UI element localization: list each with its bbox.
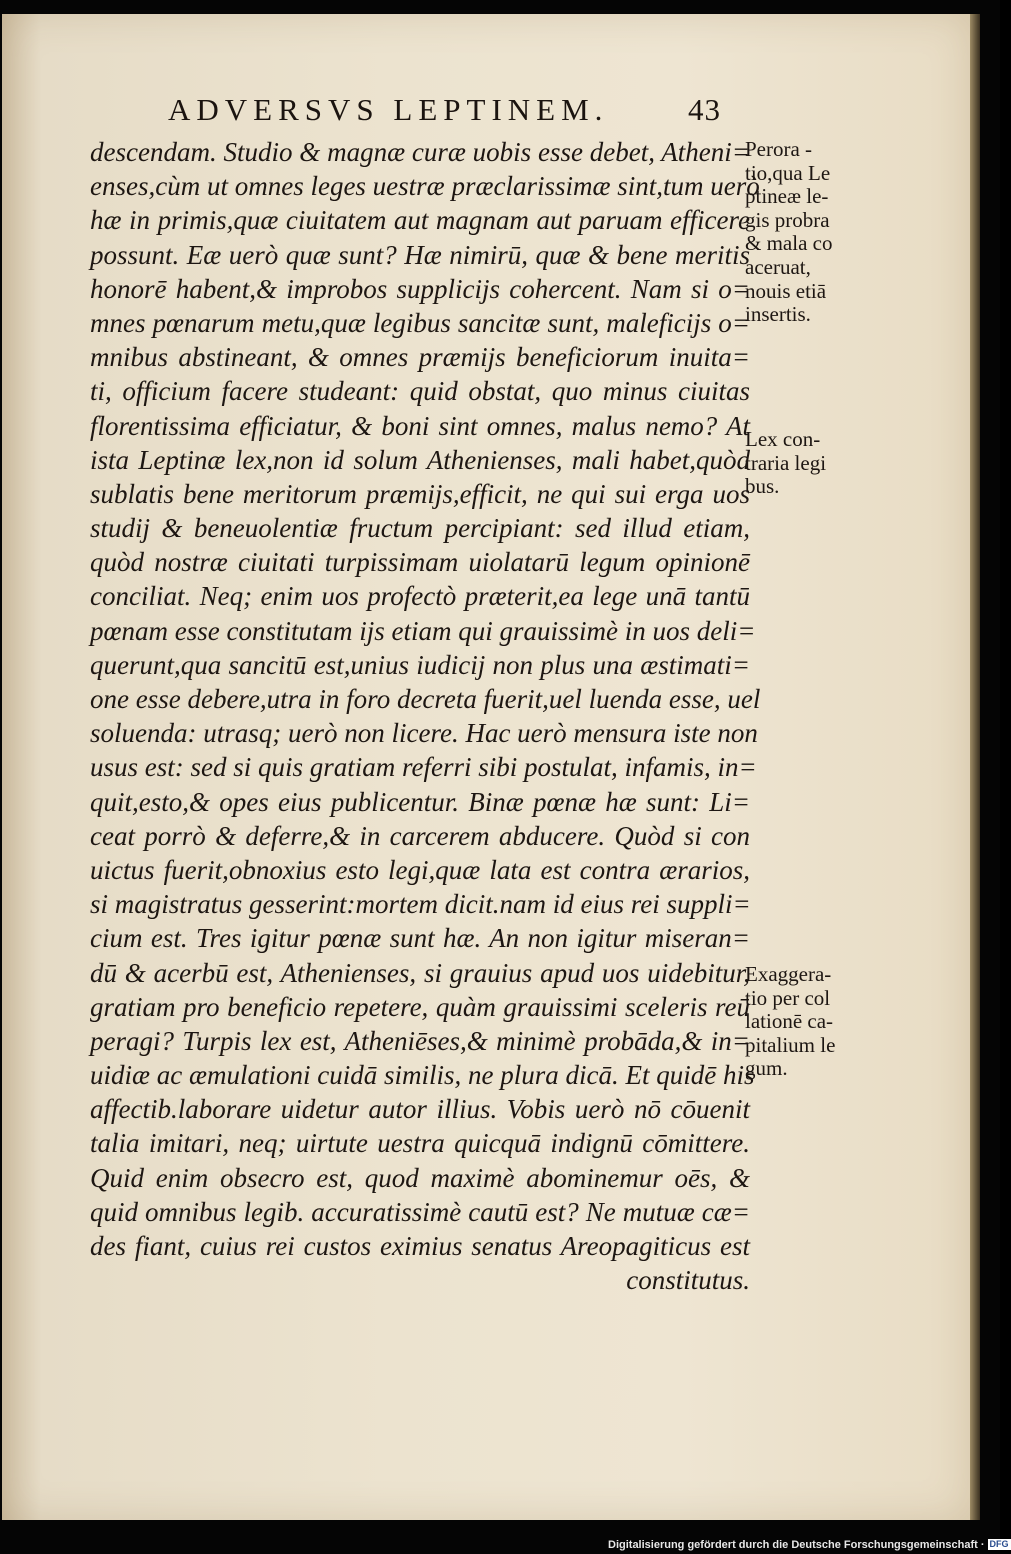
book-page [2, 14, 973, 1520]
text-line: pœnam esse constitutam ijs etiam qui grauissimè in uos deli= [90, 615, 756, 646]
text-line: constitutus. [626, 1265, 750, 1296]
main-text-block [90, 135, 761, 1297]
digitization-footer [608, 1539, 1009, 1553]
margin-note [745, 428, 875, 499]
page-number: 43 [688, 92, 721, 127]
margin-note-line: insertis. [745, 302, 811, 327]
text-line: si magistratus gesserint:mortem dicit.nam id eius rei suppli= [90, 889, 751, 920]
margin-note-line: tio,qua Le [745, 160, 831, 185]
margin-note-line: traria legi [745, 450, 827, 475]
margin-note-line: aceruat, [745, 254, 811, 279]
margin-note-line: nouis etiā [745, 278, 827, 303]
margin-note-line: bus. [745, 474, 780, 499]
text-line: soluenda: utrasq; uerò non licere. Hac uerò mensura iste non [90, 718, 758, 749]
dfg-logo-icon: DFG [989, 1539, 1009, 1549]
text-line: ista Leptinæ lex,non id solum Athenienses, mali habet,quòd [90, 444, 750, 475]
text-line: studij & beneuolentiæ fructum percipiant: sed illud etiam, [90, 513, 750, 544]
text-line: mnibus abstineant, & omnes præmijs beneficiorum inuita= [90, 342, 750, 373]
running-head-title: ADVERSVS LEPTINEM. [168, 92, 609, 127]
text-line: ceat porrò & deferre,& in carcerem abducere. Quòd si con [90, 820, 750, 851]
margin-note-line: Exaggera- [745, 962, 832, 986]
text-line: dū & acerbū est, Athenienses, si grauius apud uos uidebitur, [90, 957, 750, 988]
text-line: sublatis bene meritorum præmijs,efficit, ne qui sui erga uos [90, 478, 750, 509]
running-head [168, 92, 768, 128]
text-line: descendam. Studio & magnæ curæ uobis esse debet, Atheni= [90, 137, 750, 167]
text-line: florentissima efficiatur, & boni sint omnes, malus nemo? At [90, 410, 750, 441]
margin-note-line: ptineæ le- [745, 184, 829, 209]
footer-credit-text: Digitalisierung gefördert durch die Deutsche Forschungsgemeinschaft · [608, 1539, 985, 1551]
text-line: usus est: sed si quis gratiam referri sibi postulat, infamis, in= [90, 752, 757, 783]
text-line: querunt,qua sancitū est,unius iudicij non plus una æstimati= [90, 649, 750, 680]
margin-note [745, 138, 875, 327]
text-line: affectib.laborare uidetur autor illius. Vobis uerò nō cōuenit [90, 1094, 750, 1125]
text-line: enses,cùm ut omnes leges uestræ præclarissimæ sint,tum uerò [90, 171, 760, 202]
text-line: quòd nostræ ciuitati turpissimam uiolatarū legum opinionē [90, 547, 750, 578]
margin-note-line: Perora - [745, 137, 813, 161]
text-line: quid omnibus legib. accuratissimè cautū est? Ne mutuæ cæ= [90, 1196, 750, 1227]
margin-note-line: Lex con- [745, 427, 821, 451]
text-line: hæ in primis,quæ ciuitatem aut magnam aut paruam efficere [90, 205, 750, 236]
text-line: honorē habent,& improbos supplicijs cohercent. Nam si o= [90, 273, 750, 304]
text-line: uictus fuerit,obnoxius esto legi,quæ lata est contra ærarios, [90, 854, 750, 885]
text-line: uidiæ ac æmulationi cuidā similis, ne plura dicā. Et quidē his [90, 1060, 755, 1091]
text-line: one esse debere,utra in foro decreta fuerit,uel luenda esse, uel [90, 684, 761, 714]
text-line: des fiant, cuius rei custos eximius senatus Areopagiticus est [90, 1231, 750, 1261]
margin-note [745, 963, 875, 1081]
text-line: mnes pœnarum metu,quæ legibus sancitæ sunt, maleficijs o= [90, 307, 750, 338]
text-line: gratiam pro beneficio repetere, quàm grauissimi sceleris reū [90, 991, 750, 1022]
margin-note-line: tio per col [745, 985, 831, 1010]
text-line: peragi? Turpis lex est, Atheniēses,& minimè probāda,& in= [90, 1025, 750, 1056]
margin-note-line: gum. [745, 1056, 788, 1081]
margin-note-line: lationē ca- [745, 1009, 834, 1034]
margin-note-line: & mala co [745, 231, 833, 256]
text-line: cium est. Tres igitur pœnæ sunt hæ. An non igitur miseran= [90, 923, 750, 954]
text-line: possunt. Eæ uerò quæ sunt? Hæ nimirū, quæ & bene meritis [90, 239, 750, 270]
text-line: Quid enim obsecro est, quod maximè abominemur oēs, & [90, 1162, 750, 1193]
text-line: ti, officium facere studeant: quid obstat, quo minus ciuitas [90, 376, 750, 407]
text-line: conciliat. Neq; enim uos profectò præterit,ea lege unā tantū [90, 581, 750, 612]
text-line: quit,esto,& opes eius publicentur. Binæ pœnæ hæ sunt: Li= [90, 786, 750, 817]
text-line: talia imitari, neq; uirtute uestra quicquā indignū cōmittere. [90, 1128, 750, 1159]
margin-note-line: pitalium le [745, 1032, 836, 1057]
margin-note-line: gis probra [745, 207, 830, 232]
